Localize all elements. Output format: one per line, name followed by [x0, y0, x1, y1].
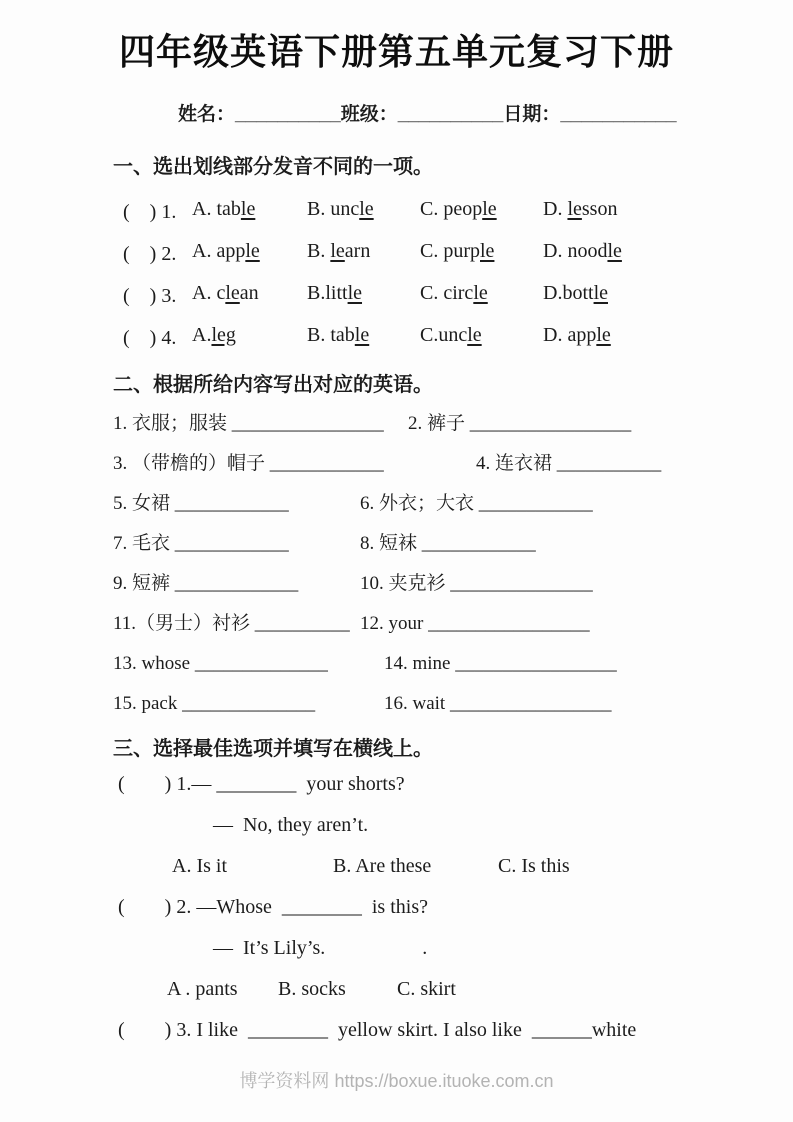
- option-a: A. Is it: [172, 855, 227, 877]
- option-text: an: [239, 281, 259, 304]
- option-b: B. Are these: [333, 855, 432, 877]
- answer-blank: ____________: [478, 493, 593, 514]
- option-a: [192, 282, 307, 305]
- vocab-label: 10. 夹克衫: [360, 573, 451, 594]
- question-1-line: [118, 764, 793, 805]
- answer-parentheses: ( ) 2.: [123, 242, 177, 265]
- vocab-label: 5. 女裙: [113, 493, 175, 514]
- option-underlined-part: le: [354, 323, 370, 346]
- option-b: [307, 198, 420, 221]
- vocab-item-4: [360, 444, 793, 484]
- option-d: [543, 324, 793, 347]
- student-info-line: [178, 100, 793, 130]
- vocab-label: 7. 毛衣: [113, 533, 175, 554]
- answer-blank: ____________: [174, 493, 289, 514]
- vocab-item-1: [113, 404, 384, 444]
- vocab-label: 13. whose: [113, 653, 195, 674]
- vocab-label: 15. pack: [113, 693, 183, 714]
- option-underlined-part: le: [359, 197, 374, 220]
- multiple-choice-section: [118, 764, 793, 1051]
- answer-blank: _________________: [469, 413, 632, 434]
- vocab-item-10: [360, 564, 793, 604]
- vocab-label: 9. 短裤: [113, 573, 175, 594]
- pronunciation-questions: [123, 188, 793, 356]
- question-1-reply: [118, 805, 793, 846]
- vocabulary-list: [113, 404, 793, 724]
- option-text: D. app: [543, 323, 597, 346]
- vocab-item-9: [113, 564, 360, 604]
- footer-watermark: 博学资料网 https://boxue.ituoke.com.cn: [239, 1071, 554, 1091]
- vocab-item-13: [113, 644, 360, 684]
- section2-heading: 二、根据所给内容写出对应的英语。: [113, 374, 433, 396]
- question-text: 2. —Whose ________ is this?: [176, 896, 428, 918]
- answer-blank: _________________: [449, 693, 612, 714]
- option-b: [307, 282, 420, 305]
- vocab-item-6: [360, 484, 793, 524]
- option-text: C.unc: [420, 323, 468, 346]
- vocab-label: 1. 衣服；服装: [113, 413, 232, 434]
- date-blank: ___________: [560, 104, 677, 125]
- section3-heading: 三、选择最佳选项并填写在横线上。: [113, 738, 433, 760]
- vocab-item-5: [113, 484, 360, 524]
- option-text: C. peop: [420, 197, 483, 220]
- option-underlined-part: le: [482, 197, 497, 220]
- option-text: A.: [192, 323, 212, 346]
- name-blank: __________: [235, 104, 341, 125]
- question-row-2: [123, 230, 793, 272]
- option-b: [307, 324, 420, 347]
- option-d: [543, 198, 793, 221]
- option-text: D.bott: [543, 281, 594, 304]
- answer-blank: ______________: [194, 653, 328, 674]
- option-underlined-part: le: [330, 239, 345, 262]
- option-c: [420, 240, 543, 263]
- answer-parentheses: ( ): [118, 896, 177, 918]
- question-2-reply: [118, 928, 793, 969]
- date-label: 日期：: [503, 104, 561, 125]
- stray-period: .: [422, 937, 428, 959]
- question-3-line: [118, 1010, 793, 1051]
- page-title: 四年级英语下册第五单元复习下册: [118, 31, 674, 72]
- option-a: [192, 240, 307, 263]
- option-underlined-part: leg: [211, 323, 236, 346]
- answer-parentheses: ( ): [118, 1019, 177, 1041]
- option-underlined-part: le: [467, 323, 482, 346]
- answer-parentheses: ( ) 3.: [123, 284, 177, 307]
- option-text: C. purp: [420, 239, 480, 262]
- option-b: [307, 240, 420, 263]
- option-text: D.: [543, 197, 568, 220]
- reply-text: — It’s Lily’s.: [213, 937, 326, 959]
- option-underlined-part: le: [567, 197, 582, 220]
- option-text: A. c: [192, 281, 226, 304]
- answer-blank: ___________: [556, 453, 662, 474]
- reply-text: — No, they aren’t.: [213, 814, 369, 836]
- option-underlined-part: le: [240, 197, 256, 220]
- option-underlined-part: le: [480, 239, 495, 262]
- vocab-item-8: [360, 524, 793, 564]
- answer-blank: __________: [254, 613, 350, 634]
- class-blank: __________: [397, 104, 504, 125]
- answer-blank: ____________: [269, 453, 384, 474]
- question-row-4: [123, 314, 793, 356]
- option-underlined-part: le: [593, 281, 608, 304]
- option-underlined-part: le: [473, 281, 488, 304]
- option-a: [192, 324, 307, 347]
- option-text: sson: [581, 197, 618, 220]
- vocab-item-3: [113, 444, 384, 484]
- section1-heading: 一、选出划线部分发音不同的一项。: [113, 156, 433, 178]
- question-2-line: [118, 887, 793, 928]
- answer-parentheses: ( ) 4.: [123, 326, 177, 349]
- answer-blank: ____________: [421, 533, 536, 554]
- question-row-1: [123, 188, 793, 230]
- vocab-label: 12. your: [360, 613, 429, 634]
- option-text: B.litt: [307, 281, 348, 304]
- option-underlined-part: le: [596, 323, 611, 346]
- option-text: B. unc: [307, 197, 360, 220]
- option-text: D. nood: [543, 239, 608, 262]
- answer-blank: ______________: [182, 693, 316, 714]
- question-row-3: [123, 272, 793, 314]
- vocab-item-12: [360, 604, 793, 644]
- option-text: B.: [307, 239, 331, 262]
- vocab-label: 8. 短袜: [360, 533, 422, 554]
- vocab-item-2: [360, 404, 793, 444]
- vocab-item-15: [113, 684, 360, 724]
- question-text: 3. I like ________ yellow skirt. I also like ______white: [176, 1019, 637, 1041]
- answer-parentheses: ( ) 1.: [123, 200, 177, 223]
- question-1-options: [118, 846, 793, 887]
- option-c: [420, 324, 543, 347]
- option-c: [420, 282, 543, 305]
- answer-blank: ________________: [231, 413, 384, 434]
- vocab-item-16: [360, 684, 793, 724]
- answer-blank: _______________: [450, 573, 593, 594]
- option-text: A. app: [192, 239, 246, 262]
- vocab-item-11: [113, 604, 360, 644]
- vocab-label: 14. mine: [384, 653, 456, 674]
- answer-blank: _________________: [455, 653, 617, 674]
- option-text: C. circ: [420, 281, 474, 304]
- option-a: [192, 198, 307, 221]
- option-a: A . pants: [167, 978, 238, 1000]
- vocab-label: 16. wait: [384, 693, 450, 714]
- option-underlined-part: le: [225, 281, 240, 304]
- vocab-label: 2. 裤子: [408, 413, 470, 434]
- answer-blank: _________________: [428, 613, 590, 634]
- vocab-label: 11.（男士）衬衫: [113, 613, 255, 634]
- answer-parentheses: ( ): [118, 773, 177, 795]
- option-underlined-part: le: [347, 281, 363, 304]
- vocab-item-7: [113, 524, 360, 564]
- option-c: C. skirt: [397, 978, 456, 1000]
- vocab-item-14: [360, 644, 793, 684]
- question-2-options: [118, 969, 793, 1010]
- name-label: 姓名：: [178, 104, 236, 125]
- option-text: A. tab: [192, 197, 241, 220]
- option-underlined-part: le: [607, 239, 622, 262]
- option-underlined-part: le: [245, 239, 260, 262]
- answer-blank: _____________: [174, 573, 299, 594]
- option-c: [420, 198, 543, 221]
- option-text: arn: [344, 239, 371, 262]
- answer-blank: ____________: [174, 533, 289, 554]
- option-d: [543, 240, 793, 263]
- option-c: C. Is this: [498, 855, 570, 877]
- option-text: B. tab: [307, 323, 355, 346]
- vocab-label: 6. 外衣；大衣: [360, 493, 479, 514]
- option-d: [543, 282, 793, 305]
- vocab-label: 3. （带檐的）帽子: [113, 453, 270, 474]
- vocab-label: 4. 连衣裙: [476, 453, 557, 474]
- question-text: 1.— ________ your shorts?: [176, 773, 405, 795]
- class-label: 班级：: [340, 104, 398, 125]
- option-b: B. socks: [278, 978, 346, 1000]
